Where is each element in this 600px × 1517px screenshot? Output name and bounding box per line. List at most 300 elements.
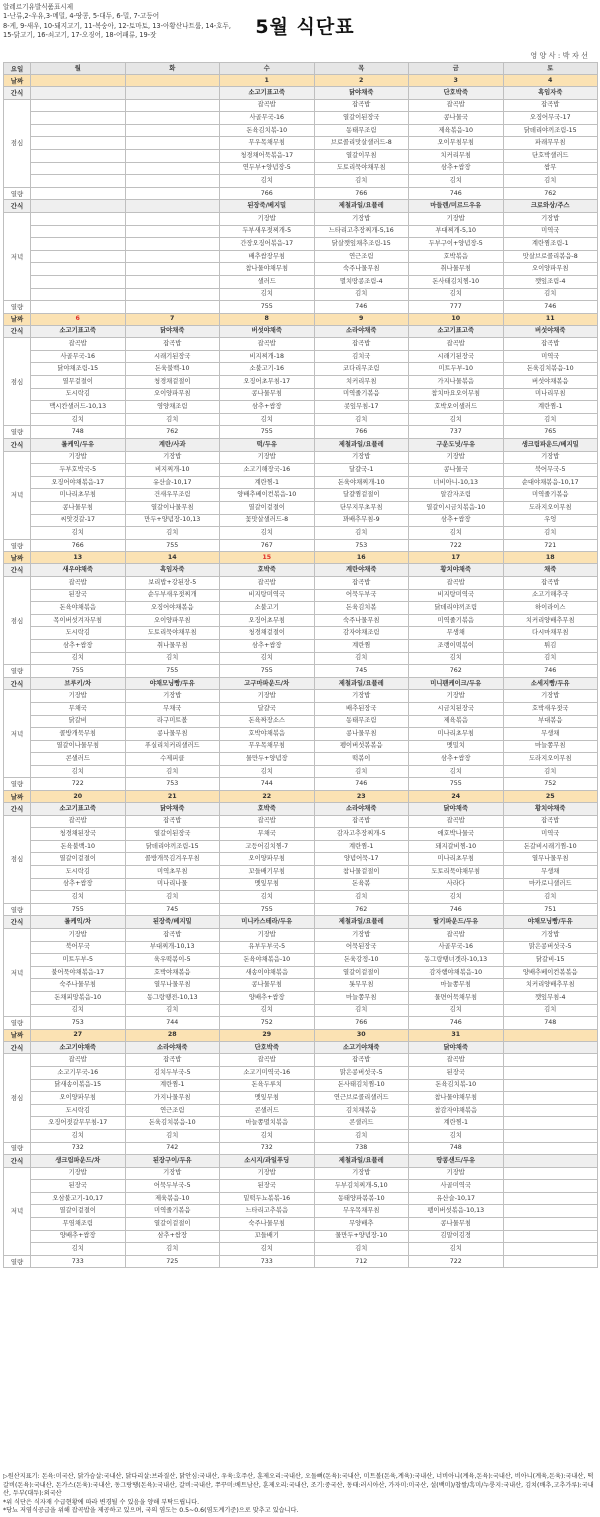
lunch-cell: 소불고기 [220,602,315,615]
calorie-cell: 722 [409,1255,504,1268]
lunch-cell: 돈육김치볶 [314,602,409,615]
date-cell: 23 [314,791,409,803]
date-cell: 2 [314,75,409,87]
date-cell: 31 [409,1029,504,1041]
dinner-cell: 김치 [31,1004,126,1017]
dinner-cell [125,238,220,251]
lunch-cell: 오징어젓갈무무침-17 [31,1117,126,1130]
calorie-cell: 744 [220,778,315,791]
lunch-cell: 닭데리야끼조림 [409,602,504,615]
dinner-cell: 잡곡밥 [125,929,220,942]
dinner-row [4,1180,598,1193]
dinner-cell: 열갈이겉절이 [125,1218,220,1231]
snack-label: 간식 [4,677,31,690]
calorie-cell: 721 [503,539,598,552]
snack-cell: 마들렌/미르드우유 [409,200,504,213]
lunch-cell: 잡곡밥 [409,99,504,112]
dinner-cell: 두부구이+양념장-5 [409,238,504,251]
dinner-cell: 잡곡밥 [409,929,504,942]
dinner-cell: 열무나물무침 [125,979,220,992]
lunch-row [4,175,598,188]
dinner-cell: 알감자조림 [409,489,504,502]
dinner-cell: 오삼불고기-10,17 [31,1192,126,1205]
calorie-cell [125,301,220,314]
dinner-cell: 기장밥 [220,1167,315,1180]
lunch-cell: 열갈이된장국 [125,828,220,841]
snack-row [4,325,598,338]
calorie-cell: 753 [125,778,220,791]
dinner-cell: 맛살브로콜리볶음-8 [503,250,598,263]
lunch-cell: 돈사태김치찜-10 [314,1079,409,1092]
dinner-cell: 소고기해장국-16 [220,464,315,477]
lunch-cell: 돈육야채볶음 [31,602,126,615]
lunch-cell: 조랭이떡볶이 [409,639,504,652]
lunch-cell: 미트두부-10 [409,363,504,376]
dinner-cell: 기장밥 [125,1167,220,1180]
dinner-cell: 무생채 [503,728,598,741]
lunch-cell: 소고기해추국 [503,589,598,602]
dinner-row [4,991,598,1004]
snack-cell: 소라야채죽 [314,325,409,338]
date-cell [125,75,220,87]
lunch-cell: 계란찜-1 [503,401,598,414]
dinner-cell: 무채국 [31,702,126,715]
calorie-cell: 762 [409,665,504,678]
dinner-cell [503,1243,598,1256]
lunch-cell: 삼추+쌈장 [31,878,126,891]
lunch-cell: 김치 [220,1129,315,1142]
calorie-cell: 765 [503,426,598,439]
lunch-cell: 청경채된장국 [31,828,126,841]
dinner-cell: 단무지무초무침 [314,502,409,515]
lunch-cell [503,1054,598,1067]
dinner-label: 저녁 [4,451,31,539]
calorie-label: 열량 [4,778,31,791]
lunch-row [4,149,598,162]
lunch-cell: 김치 [409,175,504,188]
dinner-cell: 열갈이겉절이 [314,966,409,979]
lunch-cell: 김치 [220,175,315,188]
dinner-cell: 동그랑땡전-10,13 [125,991,220,1004]
lunch-cell: 잡곡밥 [220,1054,315,1067]
lunch-cell: 오이양파무침 [31,1092,126,1105]
snack-cell: 소라야채죽 [125,1041,220,1054]
dinner-cell: 닭갈비-15 [503,954,598,967]
lunch-cell: 콜방개묵김겨우무침 [125,853,220,866]
snack-label: 간식 [4,1155,31,1168]
lunch-cell: 무생채 [503,866,598,879]
date-cell: 15 [220,552,315,564]
diet-note: *당뇨 저염식공급을 위해 잡곡밥을 제공하고 있으며, 국의 염도는 0.5~0.6(염도계기준)으로 맞추고 있습니다. [3,1507,299,1515]
dinner-row [4,514,598,527]
lunch-label: 점심 [4,815,31,903]
lunch-cell: 계란찜 [314,639,409,652]
calorie-cell: 762 [503,187,598,200]
snack-cell: 소고기야채죽 [31,1041,126,1054]
lunch-cell: 무우목채무침 [220,137,315,150]
lunch-cell: 김치 [220,413,315,426]
lunch-row [4,99,598,112]
dinner-cell: 감자햄야채볶음-10 [409,966,504,979]
dinner-cell: 미트두부-5 [31,954,126,967]
snack-cell: 미니카스테라/두유 [220,916,315,929]
lunch-cell: 김치 [314,175,409,188]
calorie-cell: 748 [409,1142,504,1155]
date-cell: 29 [220,1029,315,1041]
lunch-cell: 김치 [314,652,409,665]
date-cell: 13 [31,552,126,564]
dinner-cell: 사골미역국 [409,1180,504,1193]
lunch-cell: 도시락김 [31,388,126,401]
calorie-label: 열량 [4,301,31,314]
dinner-cell: 어묵된장국 [314,941,409,954]
calorie-cell: 766 [314,1017,409,1030]
lunch-cell: 잡곡밥 [503,99,598,112]
dinner-cell: 너비아니-10,13 [409,476,504,489]
dinner-cell: 김치 [220,1004,315,1017]
dinner-cell: 기장밥 [31,690,126,703]
dinner-cell: 무우목채무침 [220,740,315,753]
lunch-cell: 오징어야채볶음 [125,602,220,615]
dinner-cell: 김말이김정 [409,1230,504,1243]
dinner-cell: 기장밥 [409,451,504,464]
date-row [4,552,598,564]
dinner-cell: 김치 [125,1243,220,1256]
dinner-cell: 유부두부국-5 [220,941,315,954]
dinner-cell: 열갈이나물무침 [31,740,126,753]
lunch-row [4,614,598,627]
dinner-cell: 마늘쫑무침 [409,979,504,992]
dinner-cell: 콩나물무침 [31,502,126,515]
snack-cell: 된장죽/베지밀 [125,916,220,929]
lunch-cell: 김치 [314,1129,409,1142]
lunch-cell [503,1066,598,1079]
lunch-cell [31,175,126,188]
lunch-cell: 김치두부국-5 [125,1066,220,1079]
calorie-cell: 755 [125,665,220,678]
dinner-cell: 무양배추 [314,1218,409,1231]
dinner-row [4,502,598,515]
lunch-cell: 김치 [314,891,409,904]
dinner-cell: 돈육야채찌개-10 [314,476,409,489]
dinner-cell: 유산슬-10,17 [409,1192,504,1205]
snack-cell: 호박죽 [220,564,315,577]
dinner-row [4,464,598,477]
dinner-cell: 삼추+쌈장 [409,753,504,766]
dinner-cell [31,212,126,225]
dinner-cell: 콜방개묵무침 [31,728,126,741]
dinner-cell: 제육볶음-10 [125,1192,220,1205]
dinner-row [4,288,598,301]
lunch-cell: 김치 [125,652,220,665]
snack-row [4,200,598,213]
dinner-row [4,263,598,276]
lunch-cell: 오이양파무침 [125,388,220,401]
dinner-cell: 제육볶음 [409,715,504,728]
snack-cell: 채죽 [503,564,598,577]
lunch-cell: 하이라이스 [503,602,598,615]
lunch-cell: 도토리묵야채무침 [314,162,409,175]
dinner-row [4,765,598,778]
lunch-cell: 콘샐러드 [220,1104,315,1117]
lunch-cell: 브로콜리맛살샐러드-8 [314,137,409,150]
date-cell: 30 [314,1029,409,1041]
dinner-cell: 기장밥 [314,690,409,703]
dinner-cell: 기장밥 [220,929,315,942]
dinner-cell [31,288,126,301]
dinner-cell: 만두+양념장-10,13 [125,514,220,527]
calorie-row [4,301,598,314]
lunch-cell [503,1129,598,1142]
date-cell [31,75,126,87]
dinner-cell: 미역줄기볶음 [125,1205,220,1218]
lunch-row [4,576,598,589]
dinner-cell: 열갈이겉절이 [220,502,315,515]
dinner-cell: 동태양파볶볶-10 [314,1192,409,1205]
lunch-cell: 시래기된장국 [409,350,504,363]
lunch-cell: 잡곡밥 [314,338,409,351]
dinner-cell: 김치 [409,1004,504,1017]
snack-cell: 야채모닝빵/두유 [503,916,598,929]
lunch-cell: 김치 [31,891,126,904]
snack-cell: 된장죽/베지밀 [220,200,315,213]
header-cell: 목 [314,63,409,75]
lunch-cell: 열갈이겉절이 [31,853,126,866]
dinner-label: 저녁 [4,212,31,300]
lunch-row [4,589,598,602]
lunch-cell: 잡곡밥 [220,338,315,351]
lunch-cell: 마카로니샐러드 [503,878,598,891]
dinner-cell: 북어무국-5 [503,464,598,477]
snack-cell: 브루키/차 [31,677,126,690]
lunch-cell: 사골무국-16 [31,350,126,363]
lunch-cell [503,1092,598,1105]
calorie-cell: 746 [503,301,598,314]
dinner-cell: 김치 [125,1004,220,1017]
snack-cell [503,1155,598,1168]
dinner-cell: 수제피클 [125,753,220,766]
lunch-cell: 잡곡밥 [31,815,126,828]
lunch-row [4,413,598,426]
snack-cell [503,1041,598,1054]
calorie-cell: 753 [31,1017,126,1030]
lunch-cell: 잡곡밥 [409,338,504,351]
dinner-cell [125,212,220,225]
lunch-cell: 오이양파무침 [220,853,315,866]
dinner-row [4,489,598,502]
dinner-cell: 돈육강정-10 [314,954,409,967]
dinner-cell [31,263,126,276]
calorie-cell: 732 [31,1142,126,1155]
snack-cell: 소세지빵/두유 [503,677,598,690]
lunch-cell [503,1117,598,1130]
calorie-cell: 762 [125,426,220,439]
lunch-cell: 된장국 [31,589,126,602]
dinner-cell: 동그랑땡너겟라-10,13 [409,954,504,967]
header-cell: 월 [31,63,126,75]
date-row [4,1029,598,1041]
dinner-cell: 기장밥 [409,212,504,225]
calorie-cell: 742 [125,1142,220,1155]
dinner-cell [125,263,220,276]
lunch-cell: 무채국 [220,828,315,841]
lunch-cell: 가지나물무침 [125,1092,220,1105]
date-cell: 18 [503,552,598,564]
dinner-cell: 느타리고추장찌개-5,16 [314,225,409,238]
lunch-cell: 가지나물볶음 [409,376,504,389]
lunch-cell: 참치마요오이무침 [409,388,504,401]
lunch-cell: 치커리무침 [314,376,409,389]
lunch-cell: 계란찜-1 [314,840,409,853]
allergy-legend [3,3,253,41]
lunch-cell: 목이버섯겨자무침 [31,614,126,627]
dinner-cell: 양배추베이컨볶음-10 [220,489,315,502]
snack-cell: 제철과일/요플레 [314,1155,409,1168]
dinner-cell: 사골무국-16 [409,941,504,954]
snack-cell: 땅콩샌드/두유 [409,1155,504,1168]
dinner-label: 저녁 [4,929,31,1017]
lunch-cell: 계란찜-1 [125,1079,220,1092]
lunch-cell: 닭야채조림-15 [31,363,126,376]
lunch-cell: 소고기무국-16 [31,1066,126,1079]
calorie-label: 열량 [4,187,31,200]
dinner-cell: 기장밥 [125,690,220,703]
dinner-label: 저녁 [4,690,31,778]
dinner-cell: 김치 [409,288,504,301]
lunch-cell: 돈육김치볶음-10 [503,363,598,376]
dinner-cell: 기장밥 [503,929,598,942]
lunch-row [4,1066,598,1079]
lunch-cell: 제육볶음-10 [409,124,504,137]
calorie-cell: 737 [409,426,504,439]
snack-label: 간식 [4,439,31,452]
dinner-cell: 김치 [409,765,504,778]
calorie-cell: 725 [125,1255,220,1268]
calorie-cell: 744 [125,1017,220,1030]
calorie-row [4,426,598,439]
lunch-row [4,112,598,125]
dinner-cell: 푸실리치커리샐러드 [125,740,220,753]
dinner-cell: 삼추+쌈장 [409,514,504,527]
calorie-cell: 733 [31,1255,126,1268]
dinner-cell: 콩나물무침 [125,728,220,741]
dinner-cell: 호박새우젓국 [503,702,598,715]
lunch-cell: 비지탕미역국 [409,589,504,602]
calorie-cell: 746 [409,187,504,200]
calorie-cell: 755 [220,903,315,916]
lunch-cell: 닭새송이볶음-15 [31,1079,126,1092]
dinner-cell: 우엉 [503,514,598,527]
lunch-cell: 잡곡밥 [503,576,598,589]
dinner-cell: 부대찌개-10,13 [125,941,220,954]
dinner-cell: 새송이야채볶음 [220,966,315,979]
lunch-row [4,1092,598,1105]
lunch-cell: 미나리초무침 [409,853,504,866]
dinner-cell: 기장밥 [503,451,598,464]
lunch-cell: 돈육김치볶-10 [220,124,315,137]
dinner-cell: 돈육야채볶음-10 [220,954,315,967]
change-note: *위 식단은 식자재 수급현황에 따라 변경될 수 있음을 양해 부탁드립니다. [3,1498,200,1506]
snack-cell: 황치야채죽 [503,803,598,816]
lunch-row [4,878,598,891]
lunch-cell [503,1079,598,1092]
snack-cell [31,200,126,213]
dinner-cell: 기장밥 [31,1167,126,1180]
lunch-cell: 시래기된장국 [125,350,220,363]
snack-label: 간식 [4,916,31,929]
dinner-cell: 유산슬-10,17 [125,476,220,489]
lunch-cell: 치커리양배추무침 [503,614,598,627]
dinner-cell [503,1192,598,1205]
dinner-cell: 콩나물무침 [314,728,409,741]
snack-cell: 계란야채죽 [314,564,409,577]
date-label: 날짜 [4,791,31,803]
lunch-cell: 감자야채조림 [314,627,409,640]
date-cell: 27 [31,1029,126,1041]
date-row [4,791,598,803]
lunch-label: 점심 [4,99,31,187]
snack-cell: 롤케익/두유 [31,439,126,452]
dinner-cell: 김치 [409,1243,504,1256]
dinner-cell: 기장밥 [220,690,315,703]
lunch-cell: 연근브로콜리샐러드 [314,1092,409,1105]
lunch-cell: 잡곡밥 [31,1054,126,1067]
lunch-cell: 잡곡밥 [314,815,409,828]
dinner-cell: 기장밥 [31,451,126,464]
lunch-cell: 멧잎무침 [220,878,315,891]
lunch-cell: 파래무무침 [503,137,598,150]
snack-cell [125,200,220,213]
date-cell: 25 [503,791,598,803]
calorie-label: 열량 [4,665,31,678]
dinner-cell: 무우목채무침 [314,1205,409,1218]
dinner-row [4,1230,598,1243]
calorie-cell: 722 [31,778,126,791]
dinner-cell: 부대볶음 [503,715,598,728]
lunch-label: 점심 [4,338,31,426]
lunch-cell: 맥시칸샐러드-10,13 [31,401,126,414]
dinner-cell: 김치 [220,527,315,540]
lunch-cell: 김치 [409,652,504,665]
calorie-row [4,1142,598,1155]
dinner-cell: 열갈이나물무침 [125,502,220,515]
lunch-cell: 돈육볶 [314,878,409,891]
dinner-cell: 열갈이겉절이 [31,1205,126,1218]
lunch-cell: 삼추+쌈장 [220,401,315,414]
lunch-cell: 고등어김치찜-7 [220,840,315,853]
dinner-row [4,275,598,288]
lunch-cell: 돈육김치볶-10 [409,1079,504,1092]
lunch-cell: 영양채조림 [125,401,220,414]
lunch-cell: 다시마채무침 [503,627,598,640]
snack-cell: 계란/사과 [125,439,220,452]
snack-cell: 버섯야채죽 [503,325,598,338]
dinner-cell: 김치 [503,1004,598,1017]
dinner-cell: 라구미트볼 [125,715,220,728]
lunch-row [4,815,598,828]
lunch-cell: 오이양파무침 [125,614,220,627]
dinner-cell: 동태무조림 [314,715,409,728]
origin-note: ▷원산지표기: 돈육:미국산, 닭가슴살:국내산, 닭다리살:브라질산, 닭안심:국내산, 우육:호주산, 훈제오리:국내산, 오돌뼈(돈육):국내산, 미트볼(돈육,계육):국내산, 너비아니(계육,돈육):국내산, 비아니(계육,돈육):국내산, 떡갈비(돈육):국내산, 돈가스(돈육):국내산, 동그랑땡(돈육):국내산, 갈비:국내산, 쭈꾸미:베트남산, 훈제오리:국내산, 조기:중국산, 동태:러시아산, 가자미:미국산, 설(백미)/찹쌀/흑미/누룽지:국내산, 김치(배추,고추가루):국내산, 두부(대두):외국산 [3,1473,594,1498]
header-cell: 금 [409,63,504,75]
date-cell: 17 [409,552,504,564]
lunch-cell: 미역줄기볶음 [314,388,409,401]
lunch-cell [125,149,220,162]
lunch-cell: 단호박샐러드 [503,149,598,162]
dinner-row [4,212,598,225]
lunch-row [4,1104,598,1117]
header-cell: 수 [220,63,315,75]
